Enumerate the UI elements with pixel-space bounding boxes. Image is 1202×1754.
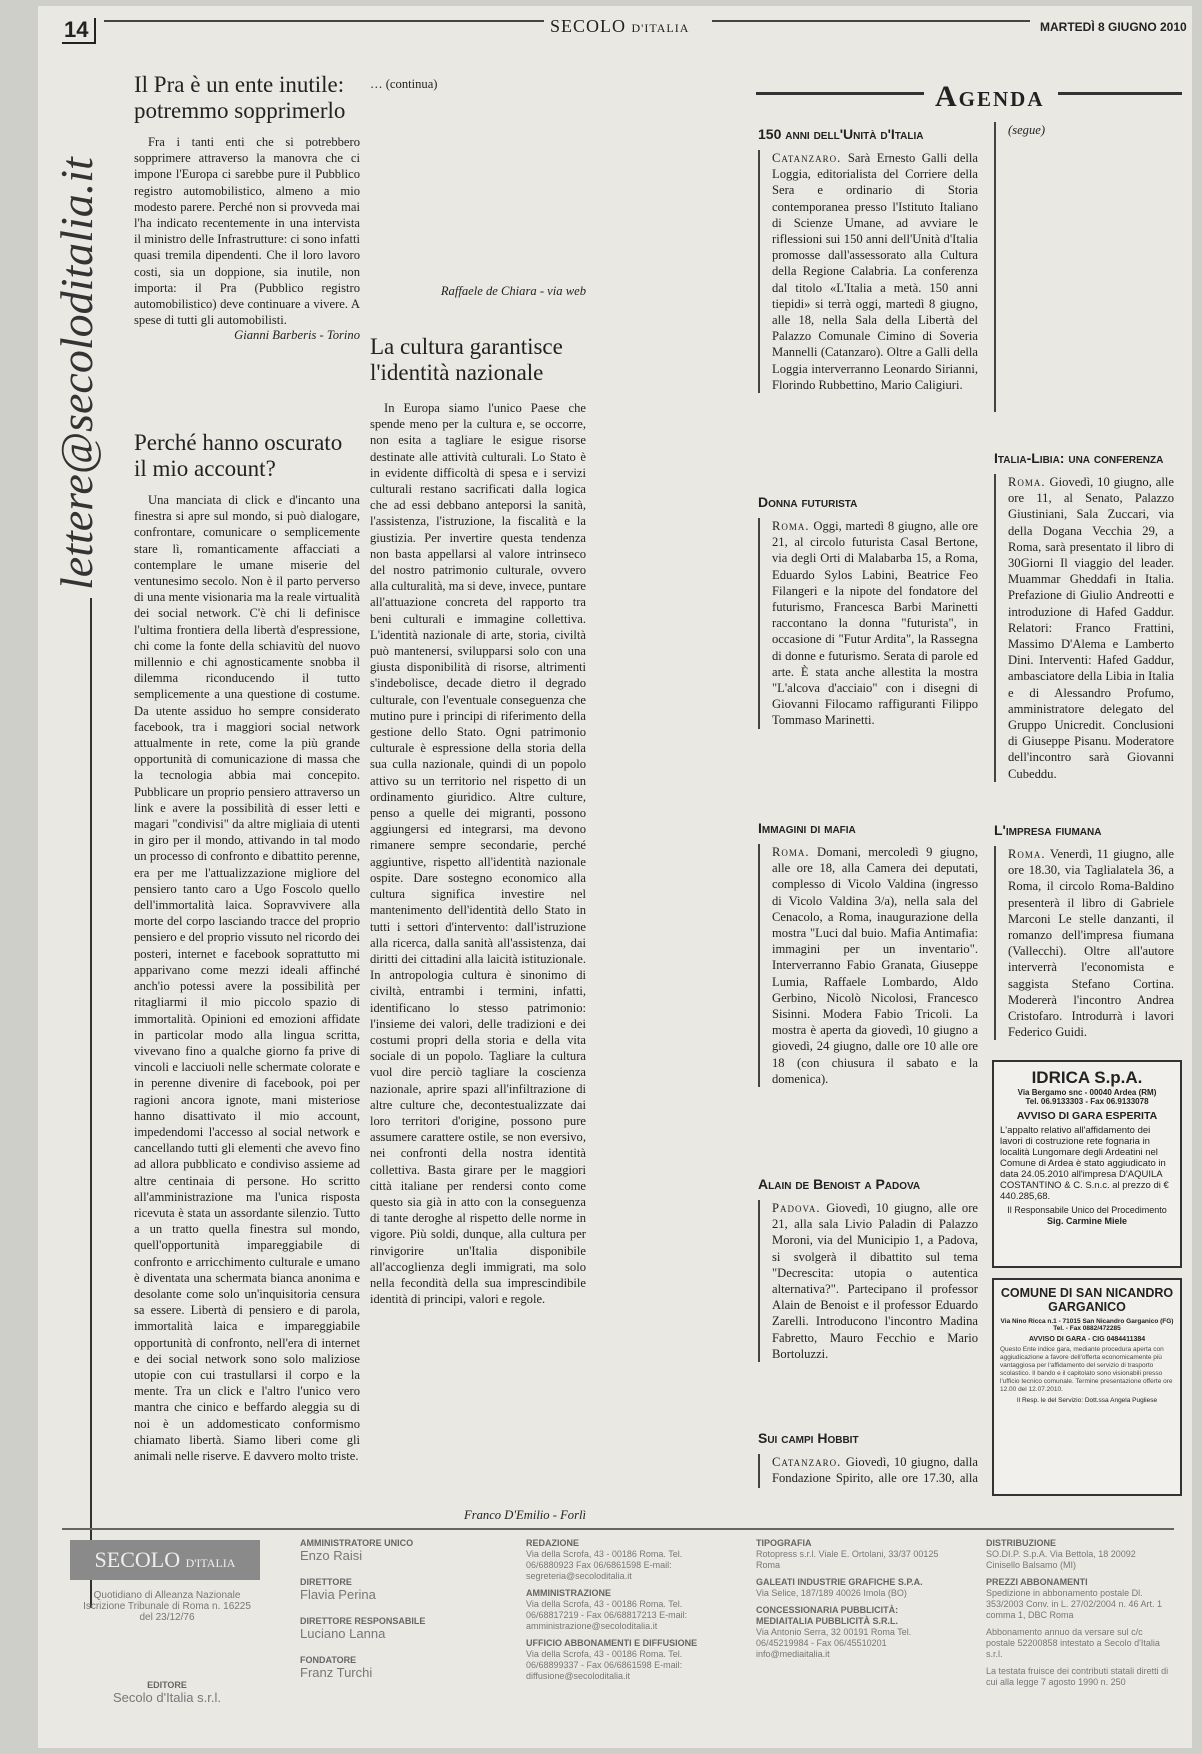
footer-founder-info: Quotidiano di Alleanza Nazionale Iscrizione Tribunale di Roma n. 16225 del 23/12/76 <box>83 1590 251 1623</box>
letter-signature: Raffaele de Chiara - via web <box>440 284 586 298</box>
letter-title: Il Pra è un ente inutile: potremmo sopprimerlo <box>134 72 346 123</box>
agenda-item-italia-libia <box>994 450 1174 782</box>
agenda-body: Catanzaro. Giovedì, 10 giugno, dalla Fondazione Spirito, alle ore 17.30, alla <box>758 1454 978 1488</box>
ad-text: L'appalto relativo all'affidamento dei lavori di costruzione rete fognaria in località Lungomare degli Ardeatini nel Comune di Ardea è stato aggiudicato in data 24.05.2010 all'impresa D'AQUILA COSTANTINO & C. S.n.c. al prezzo di € 440.285,68. <box>1000 1125 1169 1202</box>
agenda-heading: Donna futurista <box>758 494 858 510</box>
ad-signature-role: Il Responsabile Unico del Procedimento <box>1007 1205 1167 1215</box>
paper-title: SECOLO D'ITALIA <box>550 16 690 36</box>
letter-signature: Gianni Barberis - Torino <box>234 328 360 343</box>
ad-title: IDRICA S.p.A. <box>1031 1068 1143 1087</box>
agenda-body: Roma. Oggi, martedì 8 giugno, alle ore 21, al circolo futurista Casal Bertone, via degli Orti di Malabarba 15, a Roma, Eduardo Sylos Labini, Beatrice Feo Filangeri e la nipote del fondatore del futurismo, Francesca Barbi Marinetti raccontano la donna "futurista", in occasione di "Futur Ardita", la Rassegna di donne e futurismo. Serata di parole ed arte. È stata anche allestita la mostra "L'alcova d'acciaio" con i disegni di Giovanni Filocamo raffiguranti Filippo Tommaso Marinetti. <box>758 518 978 729</box>
agenda-heading: Immagini di mafia <box>758 820 856 836</box>
agenda-item-150-anni <box>758 126 978 393</box>
agenda-item-immagini-mafia <box>758 820 978 1087</box>
agenda-body: Roma. Giovedì, 10 giugno, alle ore 11, al Senato, Palazzo Giustiniani, Sala Zuccari, via della Dogana Vecchia 29, a Roma, sarà presentato il libro di 30Giorni Il viaggio del leader. Muammar Gheddafi in Italia. Prefazione di Giulio Andreotti e introduzione di Hafed Gaddur. Relatori: Franco Frattini, Massimo D'Alema e Lamberto Dini. Interventi: Hafed Gaddur, ambasciatore della Libia in Italia e di Alessandro Profumo, amministratore delegato del Gruppo Unicredit. Conclusioni di Giuseppe Pisanu. Moderatore dell'incontro sarà Giovanni Cubeddu. <box>994 474 1174 782</box>
agenda-rule-right <box>1058 92 1182 95</box>
ad-phone: Tel. 06.9133303 - Fax 06.9133078 <box>1025 1097 1149 1106</box>
agenda-body: Roma. Venerdì, 11 giugno, alle ore 18.30, via Taglialatela 36, a Roma, il circolo Roma-Baldino presenterà il libro di Gabriele Marconi Le stelle danzanti, il romanzo dell'impresa fiumana (Vallecchi). Oltre all'autore interverrà l'economista e saggista Stefano Cortina. Modererà l'incontro Andrea Cristofaro. Introdurrà i lavori Federico Guidi. <box>994 846 1174 1040</box>
ad-title: COMUNE DI SAN NICANDRO GARGANICO <box>1000 1286 1174 1314</box>
agenda-item-impresa-fiumana <box>994 822 1174 1040</box>
agenda-item-campi-hobbit-continued <box>994 122 1174 412</box>
footer-staff: AMMINISTRATORE UNICO Enzo Raisi DIRETTORE Flavia Perina DIRETTORE RESPONSABILE Luciano Lanna FONDATORE Franz Turchi <box>300 1538 426 1680</box>
agenda-item-campi-hobbit <box>758 1430 978 1488</box>
agenda-body: Roma. Domani, mercoledì 9 giugno, alle ore 18, alla Camera dei deputati, complesso di Vicolo Valdina (ingresso di Vicolo Valdina 3/a), nella sala del Cenacolo, a Roma, inaugurazione della mostra "Luci dal buio. Mafia Antimafia: immagini per un inventario". Interverranno Fabio Granata, Giuseppe Lumia, Raffaele Lombardo, Aldo Gerbino, Nicolò Nicolosi, Francesco Sisinni. Modera Fabio Tricoli. La mostra è aperta da giovedì, 10 giugno a giovedì, 24 giugno, dalle ore 10 alle ore 18 (con chiusura il sabato e la domenica). <box>758 844 978 1087</box>
agenda-body-continued: (segue) <box>994 122 1174 412</box>
letter-account-continued <box>370 76 586 299</box>
letter-body-continued: … (continua) <box>370 77 438 91</box>
letter-pra <box>134 72 360 343</box>
agenda-heading: Alain de Benoist a Padova <box>758 1176 921 1192</box>
agenda-rule-left <box>756 92 924 95</box>
section-vertical-rule <box>90 598 92 1608</box>
footer-redazione: REDAZIONE Via della Scrofa, 43 - 00186 Roma. Tel. 06/6880923 Fax 06/6861598 E-mail: segreteria@secoloditalia.it AMMINISTRAZIONE Via della Scrofa, 43 - 00186 Roma. Tel. 06/68817219 - Fax 06/68817213 E-mail: amministrazione@secoloditalia.it UFFICIO ABBONAMENTI E DIFFUSIONE Via della Scrofa, 43 - 00186 Roma. Tel. 06/68899337 - Fax 06/6861598 E-mail: diffusione@secoloditalia.it <box>526 1538 698 1681</box>
letter-body: Fra i tanti enti che si potrebbero sopprimere attraverso la manovra che ci impone l'Europa ci sarebbe pure il Pubblico registro automobilistico, almeno a mio modesto parere. Perché non si provveda mai l'ha indicato recentemente in una intervista il ministro delle Infrastrutture: ci sono infatti quasi tremila dipendenti. Che il loro lavoro costi, sia un doppione, sia inutile, non importa: il Pra (Pubblico registro automobilistico) deve continuare a vivere. A spese di tutti gli automobilisti. <box>134 135 360 328</box>
agenda-item-donna-futurista <box>758 494 978 729</box>
issue-date: MARTEDÌ 8 GIUGNO 2010 <box>1040 20 1187 34</box>
agenda-item-de-benoist <box>758 1176 978 1362</box>
letter-cultura <box>370 334 586 1523</box>
ad-address: Via Bergamo snc - 00040 Ardea (RM) <box>1017 1088 1157 1097</box>
agenda-heading: L'impresa fiumana <box>994 822 1102 838</box>
masthead-footer <box>62 1528 1174 1718</box>
ad-subtitle: AVVISO DI GARA ESPERITA <box>1016 1110 1158 1122</box>
ad-text: Questo Ente indice gara, mediante procedura aperta con aggiudicazione a favore dell'offerta economicamente più vantaggiosa per l'affidamento del servizio di trasporto scolastico. Il bando e il capitolato sono visionabili presso l'ufficio tecnico comunale. Termine presentazione offerte ore 12.00 del 12.07.2010. <box>1000 1346 1173 1393</box>
ad-idrica <box>992 1060 1182 1268</box>
letter-account <box>134 430 360 1577</box>
agenda-heading: Italia-Libia: una conferenza <box>994 450 1164 466</box>
ad-signature-name: Sig. Carmine Miele <box>1046 1216 1128 1226</box>
ad-phone: Tel. - Fax 0882/472285 <box>1053 1325 1121 1332</box>
ad-comune-san-nicandro <box>992 1278 1182 1496</box>
page-number: 14 <box>62 18 96 44</box>
ad-address: Via Nino Ricca n.1 - 71015 San Nicandro Garganico (FG) <box>1000 1318 1174 1325</box>
letter-title: La cultura garantisce l'identità nazionale <box>370 334 563 385</box>
footer-editor: EDITORE Secolo d'Italia s.r.l. <box>113 1680 221 1705</box>
letter-body: In Europa siamo l'unico Paese che spende meno per la cultura e, se occorre, non esita a tagliare le esigue risorse destinate alle attività culturali. Lo Stato è in evidente difficoltà di spesa e i servizi culturali restano sacrificati dalla logica che ad essi debbano anteporsi la sanità, l'assistenza, l'istruzione, la fiscalità e la giustizia. Per invertire questa tendenza non basta appellarsi al valore intrinseco del nostro patrimonio culturale, ovvero alla culturalità, ma si deve, invece, puntare all'attuazione concreta del rapporto tra beni culturali e immagine collettiva. L'identità nazionale di arte, storia, civiltà può mantenersi, svilupparsi solo con una giusta disponibilità di risorse, altrimenti s'indebolisce, decade dietro il degrado culturale, con l'eventuale conseguenza che mutino pure i principi di riferimento della gestione dello Stato. Ogni patrimonio culturale è espressione della storia della sua culla nazionale, quindi di un popolo attivo su un territorio nel rispetto di un ordinamento giuridico. Altre culture, penso a quelle dei migranti, possono aggiungersi ed integrarsi, ma devono rimanere sempre secondarie, perché aggiuntive, rispetto all'identità nazionale ospite. Dare sostegno economico alla cultura significa investire nel mantenimento dell'identità dello Stato in tutti i settori d'intervento: dall'istruzione alla ricerca, dalla sanità all'assistenza, dai diritti dei cittadini alla laicità istituzionale. In antropologia cultura è sinonimo di civiltà, entrambi i termini, infatti, identificano lo stesso patrimonio: l'insieme dei valori, delle tradizioni e dei costumi propri della storia e della vita sociale di un popolo. Tagliare la cultura vuol dire perciò tagliare la coscienza nazionale, aprire spazi all'infiltrazione di altre culture che, decontestualizzate dai loro territori d'origine, possono pure assumere carattere ostile, se non eversivo, nei confronti della nostra identità collettiva. Basta girare per le maggiori città italiane per rendersi conto come questo sia già in atto con la conseguenza di tante deroghe al rispetto delle norme in vigore. Più soldi, dunque, alla cultura per rinvigorire un'Italia disponibile all'accoglienza degli immigrati, ma solo nella fecondità della sua imprescindibile identità di principi, valori e regole. <box>370 401 586 1307</box>
ad-subtitle: AVVISO DI GARA - CIG 0484411384 <box>1028 1336 1146 1343</box>
footer-distribuzione: DISTRIBUZIONE SO.DI.P. S.p.A. Via Bettola, 18 20092 Cinisello Balsamo (MI) PREZZI ABBONAMENTI Spedizione in abbonamento postale Dl. 353/2003 Conv. in L. 27/02/2004 n. 46 Art. 1 comma 1, DBC Roma Abbonamento annuo da versare sul c/c postale 52200858 intestato a Secolo d'Italia s.r.l. La testata fruisce dei contributi statali diretti di cui alla legge 7 agosto 1990 n. 250 <box>986 1538 1169 1687</box>
agenda-title: Agenda <box>935 80 1045 113</box>
agenda-heading: Sui campi Hobbit <box>758 1430 859 1446</box>
agenda-body: Padova. Giovedì, 10 giugno, alle ore 21, alla sala Livio Paladin di Palazzo Moroni, via del Municipio 1, a Padova, si svolgerà il dibattito sul tema "Decrescita: utopia o autentica alternativa?". Partecipano il professor Alain de Benoist e il professor Eduardo Zarelli. Introducono l'incontro Madina Fabretto, Mauro Fecchio e Mario Bortoluzzi. <box>758 1200 978 1362</box>
header-rule-left <box>104 20 544 22</box>
letter-body: Una manciata di click e d'incanto una finestra si apre sul mondo, si può dialogare, confrontare, comunicare o semplicemente stare lì, romanticamente affacciati a contemplare le umane miserie del ventunesimo secolo. Non è il parto perverso di una mente visionaria ma la reale virtualità dei social network. C'è chi li definisce l'ultima frontiera della libertà d'espressione, chi come la fonte della schiavitù del nuovo millennio e chi agnosticamente snobba il dilemma riconducendo il tutto semplicemente a una questione di costume. Da utente assiduo ho sempre considerato facebook, tra i maggiori social network attualmente in rete, come la più grande opportunità di comunicazione di massa che la tecnologia abbia mai concepito. Pubblicare un proprio pensiero attraverso un link e avere la possibilità di esser letti e magari "condivisi" da altre migliaia di utenti in giro per il mondo, attivando in tal modo un processo di confronto e dibattito perenne, era per me l'attualizzazione migliore del pensiero tanto caro a Ugo Foscolo quello dell'immortalità laica. Sopravvivere alla morte del corpo lasciando tracce del proprio pensiero e del proprio vissuto nel ricordo dei posteri, internet e facebook soprattutto mi apparivano come mezzi ideali affinché anch'io potessi avere la possibilità per ritagliarmi il mio piccolo spazio di immortalità. Opinioni ed emozioni affidate in particolar modo alla lingua scritta, vivevano fino a qualche giorno fa prive di vincoli e lacciuoli nelle schermate colorate e in perenne divenire di facebook, poi per ragioni ancora ignote, mani misteriose hanno disattivato il mio account, impedendomi l'accesso al social network e cancellando tutti gli elementi che avevo fino ad allora pubblicato e condiviso assieme ad altre centinaia di persone. Ho scritto all'amministrazione ma l'unica risposta ricevuta è stata un assordante silenzio. Tutto a un tratto quella finestra sul mondo, quell'opportunità impareggiabile di confronto e arricchimento culturale e umano è diventata una schermata bianca anonima e desolante come solo un'inquisitoria censura sa essere. Libertà di pensiero e di parola, immortalità laica e impareggiabile opportunità di confronto, nell'era di internet e dei social network sono solo maliziose utopie con cui trastullarsi il corpo e la mente. Tra un click e l'altro l'unico vero mantra che cinico e beffardo aleggia su di noi è un addomesticato conformismo chiamato libertà. Siamo liberi come gli animali nelle riserve. E davvero molto triste. <box>134 493 360 1463</box>
section-label-lettere: lettere@secoloditalia.it <box>51 157 102 590</box>
header-rule-right <box>712 20 1030 22</box>
footer-tipografia: TIPOGRAFIA Rotopress s.r.l. Viale E. Ortolani, 33/37 00125 Roma GALEATI INDUSTRIE GRAFICHE S.P.A. Via Selice, 187/189 40026 Imola (BO) CONCESSIONARIA PUBBLICITÀ: MEDIAITALIA PUBBLICITÀ S.R.L. Via Antonio Serra, 32 00191 Roma Tel. 06/45219984 - Fax 06/45510201 info@mediaitalia.it <box>756 1538 939 1659</box>
agenda-body: Catanzaro. Sarà Ernesto Galli della Loggia, editorialista del Corriere della Sera e ordinario di Storia contemporanea presso l'Istituto Italiano di Scienze Umane, ad avviare le riflessioni sui 150 anni dell'Unità d'Italia promosse dall'assessorato alla Cultura della Regione Calabria. La conferenza dal titolo «L'Italia a metà. 150 anni tiepidi» si terrà oggi, martedì 8 giugno, alle 18, nella Sala della Libertà del Palazzo Comunale Cimino di Soveria Mannelli (Catanzaro). Oltre a Galli della Loggia interverranno Leonardo Sirianni, Florindo Rubbettino, Mario Caligiuri. <box>758 150 978 393</box>
footer-logo: SECOLO D'ITALIA <box>70 1540 260 1580</box>
ad-signature: Il Resp. le del Servizio: Dott.ssa Angela Pugliese <box>1016 1397 1158 1404</box>
letter-title: Perché hanno oscurato il mio account? <box>134 430 343 481</box>
letter-signature: Franco D'Emilio - Forlì <box>464 1508 586 1522</box>
agenda-heading: 150 anni dell'Unità d'Italia <box>758 126 924 142</box>
